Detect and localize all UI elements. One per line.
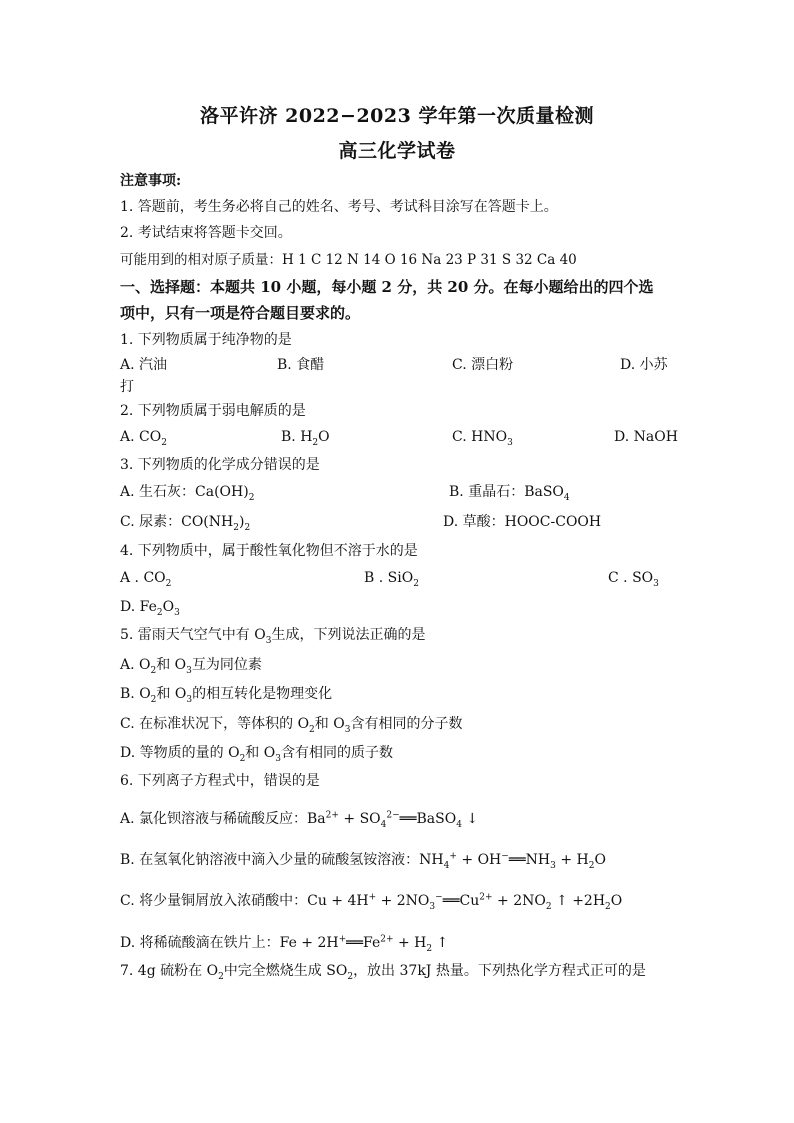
q4-option-b: B . SiO$_2$	[364, 570, 419, 589]
q2-option-b: B. $H_2O$	[281, 429, 330, 448]
q5-option-c: C. 在标准状况下，等体积的 $O_2$和 $O_3$含有相同的分子数	[120, 716, 463, 735]
q1-stem: 1. 下列物质属于纯净物的是	[120, 332, 292, 348]
section-heading-line-2: 项中，只有一项是符合题目要求的。	[120, 304, 361, 322]
q1-option-a: A. 汽油	[120, 357, 168, 373]
notice-heading: 注意事项:	[120, 173, 182, 189]
q1-option-d-continued: 打	[120, 379, 134, 395]
q3-option-c: C. 尿素：$CO(NH_2)_2$	[120, 514, 251, 533]
notice-item-1: 1. 答题前，考生务必将自己的姓名、考号、考试科目涂写在答题卡上。	[120, 199, 558, 215]
q7-stem: 7. 4g 硫粉在 $O_2$中完全燃烧生成 $SO_2$，放出 37kJ 热量。下列热化学方程式正可的是	[120, 963, 646, 982]
q6-option-a: A. 氯化钡溶液与稀硫酸反应：$Ba^{2+}$ + $SO_4^{2-}══BaSO_4$ ↓	[120, 810, 479, 830]
q6-option-d: D. 将稀硫酸滴在铁片上：$Fe + 2H^+══Fe^{2+} + H_2$ ↑	[120, 934, 449, 954]
notice-item-2: 2. 考试结束将答题卡交回。	[120, 225, 292, 241]
q2-option-d: D. NaOH	[614, 429, 678, 445]
q1-option-d: D. 小苏	[620, 357, 668, 373]
q4-option-a: A . $CO_2$	[120, 570, 172, 589]
q4-option-c: C . $SO_3$	[608, 570, 659, 589]
q3-option-d: D. 草酸：HOOC-COOH	[443, 514, 602, 530]
section-heading-line-1: 一、选择题：本题共 10 小题，每小题 2 分，共 20 分。在每小题给出的四个选	[120, 278, 654, 296]
q6-option-b: B. 在氢氧化钠溶液中滴入少量的硫酸氢铵溶液：$NH_4^+$ + $OH^-══NH_3 + H_2O$	[120, 851, 606, 871]
q2-option-c: C. $HNO_3$	[452, 429, 513, 448]
q6-stem: 6. 下列离子方程式中，错误的是	[120, 773, 320, 789]
q2-option-a: A. $CO_2$	[120, 429, 167, 448]
q6-option-c: C. 将少量铜屑放入浓硝酸中：$Cu + 4H^+ + 2NO_3^-══Cu^{2+} + 2NO_2$ ↑ $+2H_2O$	[120, 892, 623, 912]
q4-stem: 4. 下列物质中，属于酸性氧化物但不溶于水的是	[120, 543, 418, 559]
q3-option-b: B. 重晶石：BaSO$_4$	[449, 484, 570, 503]
q5-option-d: D. 等物质的量的 $O_2$和 $O_3$含有相同的质子数	[120, 745, 393, 764]
q1-option-c: C. 漂白粉	[452, 357, 514, 373]
q3-stem: 3. 下列物质的化学成分错误的是	[120, 457, 320, 473]
q2-stem: 2. 下列物质属于弱电解质的是	[120, 403, 306, 419]
q1-option-b: B. 食醋	[277, 357, 325, 373]
q5-option-a: A. $O_2$和 $O_3$互为同位素	[120, 657, 262, 676]
atomic-masses: 可能用到的相对原子质量：H 1 C 12 N 14 O 16 Na 23 P 31 S 32 Ca 40	[120, 252, 577, 268]
exam-title: 洛平许济 2022−2023 学年第一次质量检测	[200, 105, 594, 127]
q5-option-b: B. $O_2$和 $O_3$的相互转化是物理变化	[120, 686, 333, 705]
q3-option-a: A. 生石灰：$Ca(OH)_2$	[120, 484, 255, 503]
exam-subtitle: 高三化学试卷	[338, 140, 456, 162]
q4-option-d: D. $Fe_2O_3$	[120, 599, 180, 618]
q5-stem: 5. 雷雨天气空气中有 $O_3$生成，下列说法正确的是	[120, 627, 426, 646]
